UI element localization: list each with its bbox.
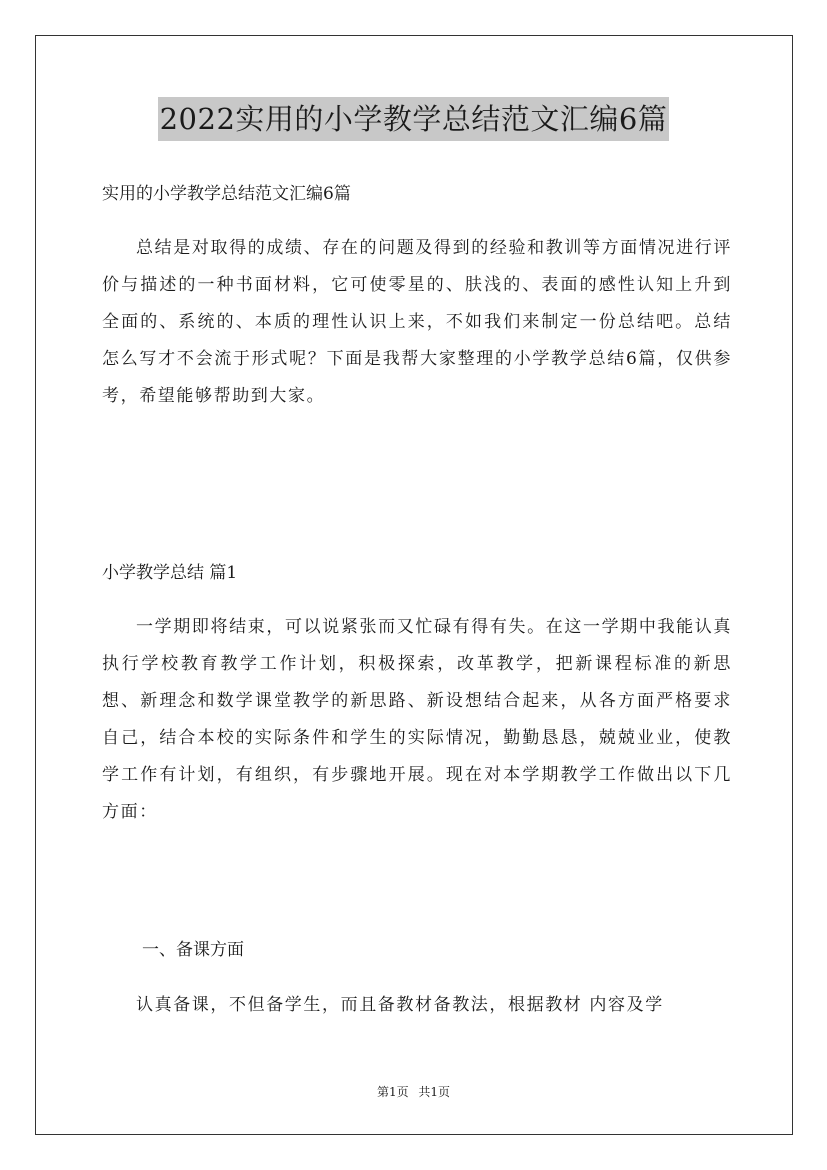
page-number-total: 共1页 [418,1085,451,1099]
section-heading: 小学教学总结 篇1 [102,563,238,583]
document-title-text: 2022实用的小学教学总结范文汇编6篇 [158,97,670,141]
page-number-current: 第1页 [376,1085,409,1099]
page-footer [0,1083,827,1101]
subsection-heading: 一、备课方面 [142,940,244,960]
document-subtitle: 实用的小学教学总结范文汇编6篇 [102,184,351,204]
section-paragraph: 一学期即将结束，可以说紧张而又忙碌有得有失。在这一学期中我能认真执行学校教育教学工作计划，积极探索，改革教学，把新课程标准的新思想、新理念和数学课堂教学的新思路、新设想结合起来，从各方面严格要求自己，结合本校的实际条件和学生的实际情况，勤勤恳恳，兢兢业业，使教学工作有计划，有组织，有步骤地开展。现在对本学期教学工作做出以下几方面： [102,617,732,822]
intro-paragraph: 总结是对取得的成绩、存在的问题及得到的经验和教训等方面情况进行评价与描述的一种书面材料，它可使零星的、肤浅的、表面的感性认知上升到全面的、系统的、本质的理性认识上来，不如我们来制定一份总结吧。总结怎么写才不会流于形式呢？下面是我帮大家整理的小学教学总结6篇，仅供参考，希望能够帮助到大家。 [102,238,732,406]
subsection-paragraph: 认真备课，不但备学生，而且备教材备教法，根据教材 内容及学 [136,995,664,1015]
document-title [0,97,827,141]
